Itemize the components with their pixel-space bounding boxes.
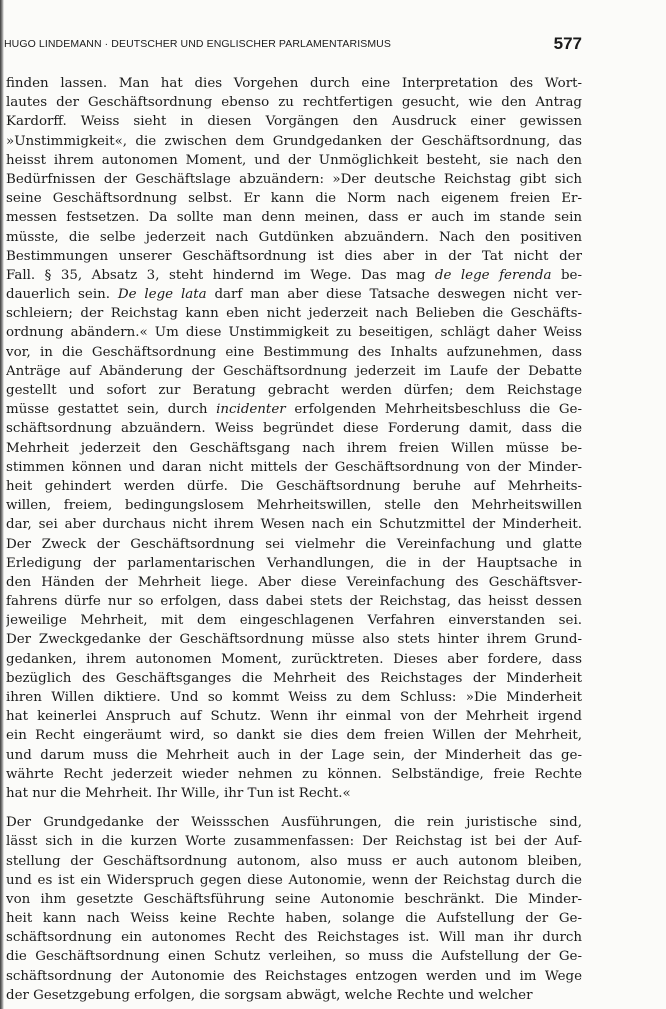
- text-line: stimmen können und daran nicht mittels der Geschäftsordnung von der Minder-: [6, 459, 582, 475]
- body-text: [6, 74, 582, 1005]
- text-line: schleiern; der Reichstag kann eben nicht jederzeit nach Belieben die Geschäfts-: [6, 306, 582, 322]
- text-line: messen festsetzen. Da sollte man denn meinen, dass er auch im stande sein: [6, 210, 582, 226]
- text-line: Mehrheit jederzeit den Geschäftsgang nach ihrem freien Willen müsse be-: [6, 440, 582, 456]
- text-line: Bedürfnissen der Geschäftslage abzuändern: »Der deutsche Reichstag gibt sich: [6, 171, 582, 187]
- text-line: fahrens dürfe nur so erfolgen, dass dabei stets der Reichstag, das heisst dessen: [6, 594, 582, 610]
- text-line: seine Geschäftsordnung selbst. Er kann die Norm nach eigenem freien Er-: [6, 191, 582, 207]
- text-line: müsse gestattet sein, durch incidenter erfolgenden Mehrheitsbeschluss die Ge-: [6, 402, 582, 418]
- text-line: heit gehindert werden dürfe. Die Geschäftsordnung beruhe auf Mehrheits-: [6, 478, 582, 494]
- running-head: [4, 34, 582, 56]
- text-line: finden lassen. Man hat dies Vorgehen durch eine Interpretation des Wort-: [6, 76, 582, 91]
- text-line: stellung der Geschäftsordnung autonom, also muss er auch autonom bleiben,: [6, 853, 582, 869]
- page-edge-shadow: [0, 0, 4, 1009]
- text-line: währte Recht jederzeit wieder nehmen zu können. Selbständige, freie Rechte: [6, 766, 582, 782]
- text-line: heit kann nach Weiss keine Rechte haben, solange die Aufstellung der Ge-: [6, 911, 582, 927]
- text-line: dar, sei aber durchaus nicht ihrem Wesen nach ein Schutzmittel der Minderheit.: [6, 517, 582, 533]
- text-line: schäftsordnung der Autonomie des Reichstages entzogen werden und im Wege: [6, 968, 582, 984]
- text-line: gestellt und sofort zur Beratung gebracht werden dürfen; dem Reichstage: [6, 383, 582, 398]
- text-line: »Unstimmigkeit«, die zwischen dem Grundgedanken der Geschäftsordnung, das: [6, 133, 582, 149]
- text-line: und darum muss die Mehrheit auch in der Lage sein, der Minderheit das ge-: [6, 747, 582, 763]
- text-line: Bestimmungen unserer Geschäftsordnung ist dies aber in der Tat nicht der: [6, 248, 582, 264]
- text-line: die Geschäftsordnung einen Schutz verleihen, so muss die Aufstellung der Ge-: [6, 949, 582, 965]
- text-line: von ihm gesetzte Geschäftsführung seine Autonomie beschränkt. Die Minder-: [6, 891, 582, 907]
- text-line: Der Zweckgedanke der Geschäftsordnung müsse also stets hinter ihrem Grund-: [6, 632, 582, 648]
- text-line: lässt sich in die kurzen Worte zusammenfassen: Der Reichstag ist bei der Auf-: [6, 834, 582, 850]
- text-line: der Gesetzgebung erfolgen, die sorgsam abwägt, welche Rechte und welcher: [6, 987, 533, 1003]
- text-line: gedanken, ihrem autonomen Moment, zurücktreten. Dieses aber fordere, dass: [6, 651, 582, 667]
- paragraph: [6, 813, 582, 1005]
- text-line: hat nur die Mehrheit. Ihr Wille, ihr Tun ist Recht.«: [6, 785, 351, 801]
- text-line: den Händen der Mehrheit liege. Aber diese Vereinfachung des Geschäftsver-: [6, 574, 582, 590]
- text-line: schäftsordnung ein autonomes Recht des Reichstages ist. Will man ihr durch: [6, 930, 582, 946]
- text-line: willen, freiem, bedingungslosem Mehrheitswillen, stelle den Mehrheitswillen: [6, 498, 582, 514]
- text-line: Fall. § 35, Absatz 3, steht hindernd im Wege. Das mag de lege ferenda be-: [6, 267, 582, 283]
- text-line: schäftsordnung abzuändern. Weiss begründet diese Forderung damit, dass die: [6, 421, 582, 437]
- text-line: lautes der Geschäftsordnung ebenso zu rechtfertigen gesucht, wie den Antrag: [6, 95, 582, 111]
- text-line: bezüglich des Geschäftsganges die Mehrheit des Reichstages der Minderheit: [6, 670, 582, 686]
- paragraph: [6, 74, 582, 803]
- text-line: und es ist ein Widerspruch gegen diese Autonomie, wenn der Reichstag durch die: [6, 872, 582, 888]
- page-number: 577: [553, 34, 582, 53]
- text-line: Anträge auf Abänderung der Geschäftsordnung jederzeit im Laufe der Debatte: [6, 363, 582, 379]
- running-title: HUGO LINDEMANN · DEUTSCHER UND ENGLISCHER PARLAMENTARISMUS: [4, 38, 391, 50]
- text-line: vor, in die Geschäftsordnung eine Bestimmung des Inhalts aufzunehmen, dass: [6, 344, 582, 360]
- text-line: hat keinerlei Anspruch auf Schutz. Wenn ihr einmal von der Mehrheit irgend: [6, 709, 582, 725]
- paragraph-gap: [6, 803, 582, 813]
- text-line: Erledigung der parlamentarischen Verhandlungen, die in der Hauptsache in: [6, 555, 582, 571]
- text-line: heisst ihrem autonomen Moment, und der Unmöglichkeit besteht, sie nach den: [6, 152, 582, 168]
- text-line: ihren Willen diktiere. Und so kommt Weiss zu dem Schluss: »Die Minderheit: [6, 690, 582, 705]
- text-line: ordnung abändern.« Um diese Unstimmigkeit zu beseitigen, schlägt daher Weiss: [6, 325, 582, 341]
- text-line: müsste, die selbe jederzeit nach Gutdünken abzuändern. Nach den positiven: [6, 229, 582, 245]
- text-line: dauerlich sein. De lege lata darf man aber diese Tatsache deswegen nicht ver-: [6, 287, 582, 303]
- text-line: Der Grundgedanke der Weissschen Ausführungen, die rein juristische sind,: [6, 815, 582, 831]
- text-line: jeweilige Mehrheit, mit dem eingeschlagenen Verfahren einverstanden sei.: [6, 613, 582, 629]
- text-line: ein Recht eingeräumt wird, so dankt sie dies dem freien Willen der Mehrheit,: [6, 728, 582, 744]
- text-line: Kardorff. Weiss sieht in diesen Vorgängen den Ausdruck einer gewissen: [6, 114, 582, 130]
- text-line: Der Zweck der Geschäftsordnung sei vielmehr die Vereinfachung und glatte: [6, 536, 582, 552]
